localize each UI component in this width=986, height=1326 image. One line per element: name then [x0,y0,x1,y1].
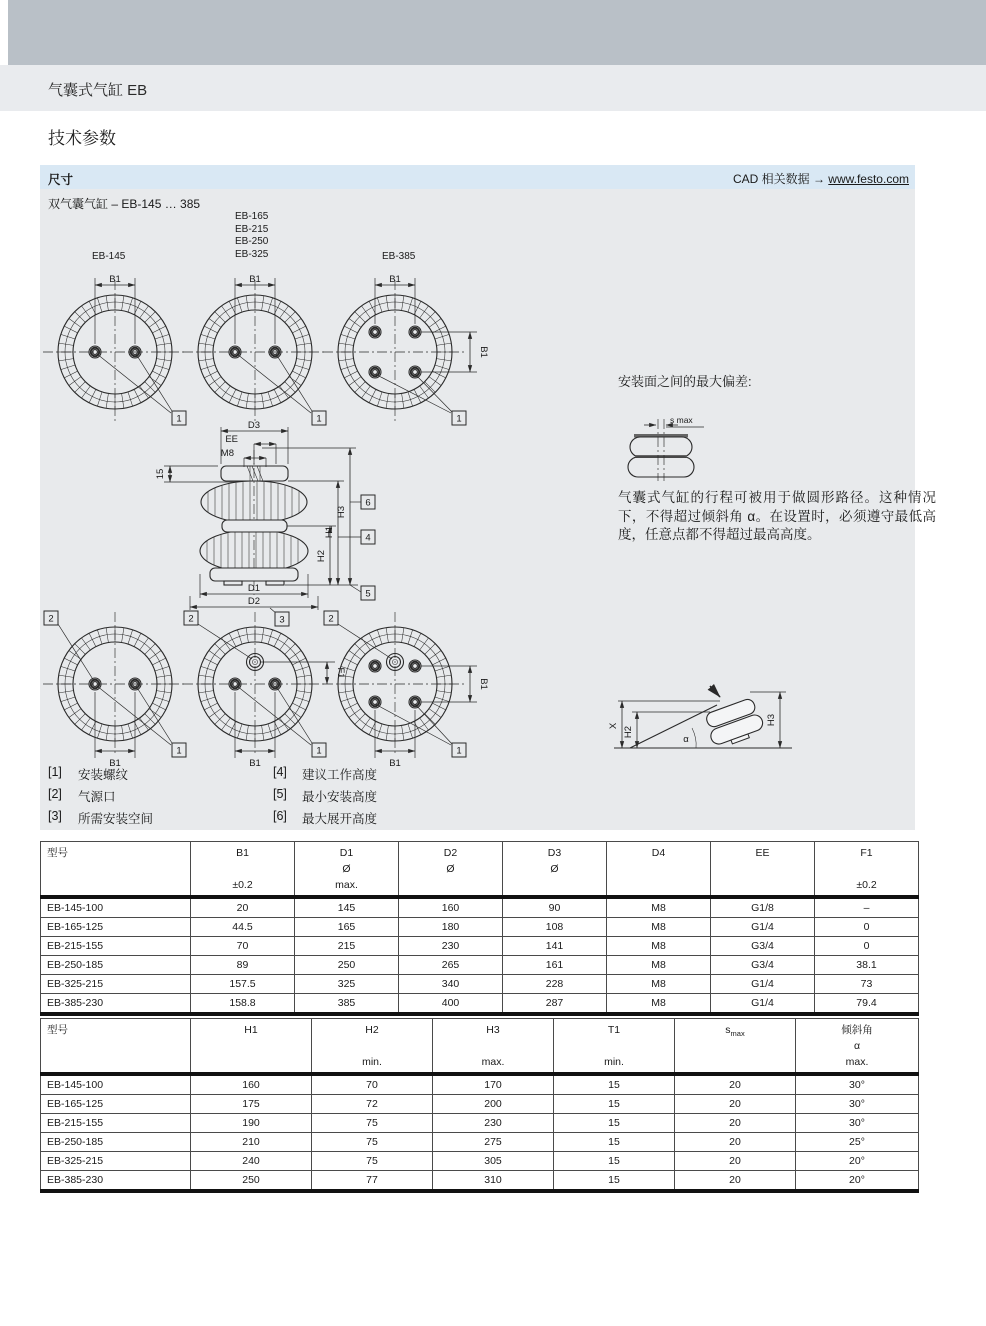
callout-2: 2 [328,613,334,625]
dimensions-bar [40,165,915,189]
tilted-bellows [703,697,766,750]
table-row [41,956,919,975]
product-title-band [0,65,986,111]
value-cell: 230 [399,937,503,956]
model-label-eb215: EB-215 [235,223,269,235]
table-row [41,937,919,956]
dim-label-d2: D2 [247,596,261,607]
value-cell: G3/4 [711,937,815,956]
value-cell: 20 [675,1095,796,1114]
value-cell: M8 [607,918,711,937]
value-cell: M8 [607,937,711,956]
note-heading: 安装面之间的最大偏差: [618,374,752,389]
dim-label-x: X [608,722,619,730]
column-header-model: 型号 [41,842,191,898]
legend-text-5: 最小安装高度 [302,790,378,804]
cad-data-note [733,170,909,187]
bottom-plate [210,568,298,581]
value-cell: 72 [312,1095,433,1114]
callout-1: 1 [176,745,182,757]
value-cell: 310 [433,1171,554,1192]
value-cell: 75 [312,1133,433,1152]
value-cell: 180 [399,918,503,937]
value-cell: 20° [796,1152,919,1171]
legend-text-3: 所需安装空间 [78,812,154,826]
table2-table [40,1018,919,1193]
dim-label-b1: B1 [249,758,261,769]
page-top-band [8,0,986,65]
table-row [41,1133,919,1152]
value-cell: 15 [554,1074,675,1095]
dim-label-smax: s max [670,415,693,425]
dim-label-b1-vertical: B1 [478,346,489,358]
value-cell: 38.1 [815,956,919,975]
column-header: D3 Ø [503,842,607,898]
value-cell: 287 [503,994,607,1015]
column-header: D2 Ø [399,842,503,898]
model-label-stack [235,211,268,261]
dim-label-alpha: α [683,734,689,745]
model-cell: EB-145-100 [41,1074,191,1095]
callout-1: 1 [456,413,462,425]
value-cell: 161 [503,956,607,975]
callout-6: 6 [365,497,371,509]
force-arrow-icon [710,686,720,697]
legend-num-6: [6] [273,809,287,823]
value-cell: 73 [815,975,919,994]
value-cell: 79.4 [815,994,919,1015]
dim-label-b1: B1 [249,274,261,285]
callout-1: 1 [316,745,322,757]
value-cell: 90 [503,897,607,918]
value-cell: 160 [399,897,503,918]
callout-1: 1 [456,745,462,757]
upper-lobe-convolutions [208,482,299,523]
mounting-hole [409,660,421,672]
value-cell: 325 [295,975,399,994]
dim-label-h2: H2 [316,549,327,563]
legend-text-2: 气源口 [78,790,116,804]
dim-label-15: 15 [155,468,166,480]
lower-lobe-convolutions [207,531,298,572]
smax-deviation-icon [620,415,710,485]
legend-num-4: [4] [273,765,287,779]
mounting-hole [409,326,421,338]
value-cell: 200 [433,1095,554,1114]
column-header: D4 [607,842,711,898]
value-cell: 20 [675,1114,796,1133]
foot-pad [266,581,284,585]
value-cell: G1/4 [711,918,815,937]
model-label-eb165: EB-165 [235,211,269,222]
value-cell: 20 [191,897,295,918]
value-cell: 385 [295,994,399,1015]
value-cell: G1/4 [711,994,815,1015]
dim-label-d1: D1 [247,583,261,594]
value-cell: 240 [191,1152,312,1171]
model-cell: EB-215-155 [41,1114,191,1133]
value-cell: 190 [191,1114,312,1133]
table-row [41,918,919,937]
value-cell: 20 [675,1133,796,1152]
column-header: D1 Ø max. [295,842,399,898]
value-cell: 20° [796,1171,919,1192]
value-cell: 75 [312,1114,433,1133]
column-header: H3 max. [433,1019,554,1075]
model-cell: EB-145-100 [41,897,191,918]
value-cell: 275 [433,1133,554,1152]
value-cell: 305 [433,1152,554,1171]
value-cell: 25° [796,1133,919,1152]
top-plate [221,466,288,481]
dim-label-d3: D3 [247,420,261,431]
model-cell: EB-250-185 [41,1133,191,1152]
dim-label-h3-incline: H3 [766,713,777,727]
legend-text-1: 安装螺纹 [78,768,129,782]
model-cell: EB-385-230 [41,1171,191,1192]
legend-num-3: [3] [48,809,62,823]
value-cell: 77 [312,1171,433,1192]
value-cell: – [815,897,919,918]
value-cell: 250 [191,1171,312,1192]
value-cell: 215 [295,937,399,956]
value-cell: 210 [191,1133,312,1152]
callout-2: 2 [188,613,194,625]
value-cell: 400 [399,994,503,1015]
value-cell: 70 [191,937,295,956]
model-cell: EB-325-215 [41,1152,191,1171]
column-header: H1 [191,1019,312,1075]
mounting-hole [409,366,421,378]
value-cell: 141 [503,937,607,956]
value-cell: 70 [312,1074,433,1095]
value-cell: 15 [554,1133,675,1152]
model-cell: EB-215-155 [41,937,191,956]
dimensions-table-2 [40,1018,919,1193]
column-header: B1 ±0.2 [191,842,295,898]
model-cell: EB-385-230 [41,994,191,1015]
dimensions-table-1 [40,841,919,1016]
value-cell: M8 [607,975,711,994]
dimensions-label: 尺寸 [48,173,74,187]
value-cell: 175 [191,1095,312,1114]
table-row [41,1171,919,1192]
table-row [41,975,919,994]
value-cell: 15 [554,1152,675,1171]
value-cell: 30° [796,1074,919,1095]
value-cell: M8 [607,994,711,1015]
festo-link[interactable]: www.festo.com [828,172,909,186]
value-cell: 170 [433,1074,554,1095]
value-cell: 20 [675,1074,796,1095]
value-cell: G1/8 [711,897,815,918]
value-cell: 340 [399,975,503,994]
column-header: H2 min. [312,1019,433,1075]
legend-text-6: 最大展开高度 [302,812,378,826]
dim-label-h2-incline: H2 [623,725,634,739]
value-cell: M8 [607,897,711,918]
value-cell: 15 [554,1171,675,1192]
value-cell: 15 [554,1114,675,1133]
value-cell: 230 [433,1114,554,1133]
dim-label-h1: H1 [324,525,335,539]
mounting-hole [409,696,421,708]
column-header: 倾斜角 α max. [796,1019,919,1075]
callout-3: 3 [279,614,285,626]
dim-label-ee: EE [225,434,238,445]
top-view-eb385 [310,257,510,447]
value-cell: G3/4 [711,956,815,975]
dim-label-m8: M8 [220,448,234,459]
value-cell: 165 [295,918,399,937]
incline-angle-diagram [610,686,800,766]
arrow-right-icon: → [812,172,825,186]
value-cell: 44.5 [191,918,295,937]
value-cell: 30° [796,1095,919,1114]
callout-2: 2 [48,613,54,625]
table-row [41,1152,919,1171]
legend-num-2: [2] [48,787,62,801]
value-cell: 15 [554,1095,675,1114]
drawing-panel [40,189,936,830]
model-label-eb385: EB-385 [382,251,416,262]
value-cell: 265 [399,956,503,975]
mounting-hole [369,660,381,672]
callout-5: 5 [365,588,371,600]
dim-label-h3: H3 [336,505,347,519]
value-cell: 157.5 [191,975,295,994]
model-label-eb250: EB-250 [235,236,269,247]
dim-label-b1: B1 [109,274,121,285]
cad-data-text: CAD 相关数据 [732,172,810,186]
dim-label-b1: B1 [389,274,401,285]
value-cell: 108 [503,918,607,937]
callout-1: 1 [316,413,322,425]
dim-label-b1-vertical: B1 [478,678,489,690]
column-header: $s_{max}$ [675,1019,796,1075]
model-label-eb325: EB-325 [235,248,269,260]
note-body: 气囊式气缸的行程可被用于做圆形路径。这种情况下，不得超过倾斜角 α。在设置时，必须遵守最低高度，任意点都不得超过最高高度。 [618,490,936,542]
value-cell: 250 [295,956,399,975]
legend-text-4: 建议工作高度 [302,768,378,782]
table-row [41,994,919,1015]
model-cell: EB-165-125 [41,918,191,937]
table-row [41,897,919,918]
waist-ring [222,520,287,532]
value-cell: 20 [675,1171,796,1192]
product-title: 气囊式气缸 EB [48,82,148,99]
foot-pad [224,581,242,585]
value-cell: 89 [191,956,295,975]
legend-num-5: [5] [273,787,287,801]
value-cell: 145 [295,897,399,918]
model-cell: EB-325-215 [41,975,191,994]
column-header: T1 min. [554,1019,675,1075]
table1-table [40,841,919,1016]
model-label-eb145: EB-145 [92,251,126,262]
value-cell: 0 [815,937,919,956]
value-cell: 20 [675,1152,796,1171]
dim-label-b1: B1 [389,758,401,769]
callout-1: 1 [176,413,182,425]
column-header: EE [711,842,815,898]
callout-4: 4 [365,532,371,544]
value-cell: 75 [312,1152,433,1171]
model-cell: EB-165-125 [41,1095,191,1114]
table-row [41,1095,919,1114]
value-cell: M8 [607,956,711,975]
value-cell: 158.8 [191,994,295,1015]
variant-caption: 双气囊气缸 – EB-145 … 385 [48,197,201,211]
column-header-model: 型号 [41,1019,191,1075]
table-row [41,1074,919,1095]
value-cell: 160 [191,1074,312,1095]
column-header: F1 ±0.2 [815,842,919,898]
dim-label-f1: F1 [335,667,346,679]
table-row [41,1114,919,1133]
mounting-hole [369,326,381,338]
model-cell: EB-250-185 [41,956,191,975]
value-cell: 30° [796,1114,919,1133]
bellows-section-drawing [150,420,390,630]
section-title: 技术参数 [48,129,116,148]
dim-label-b1: B1 [109,758,121,769]
value-cell: G1/4 [711,975,815,994]
value-cell: 0 [815,918,919,937]
legend-num-1: [1] [48,765,62,779]
value-cell: 228 [503,975,607,994]
